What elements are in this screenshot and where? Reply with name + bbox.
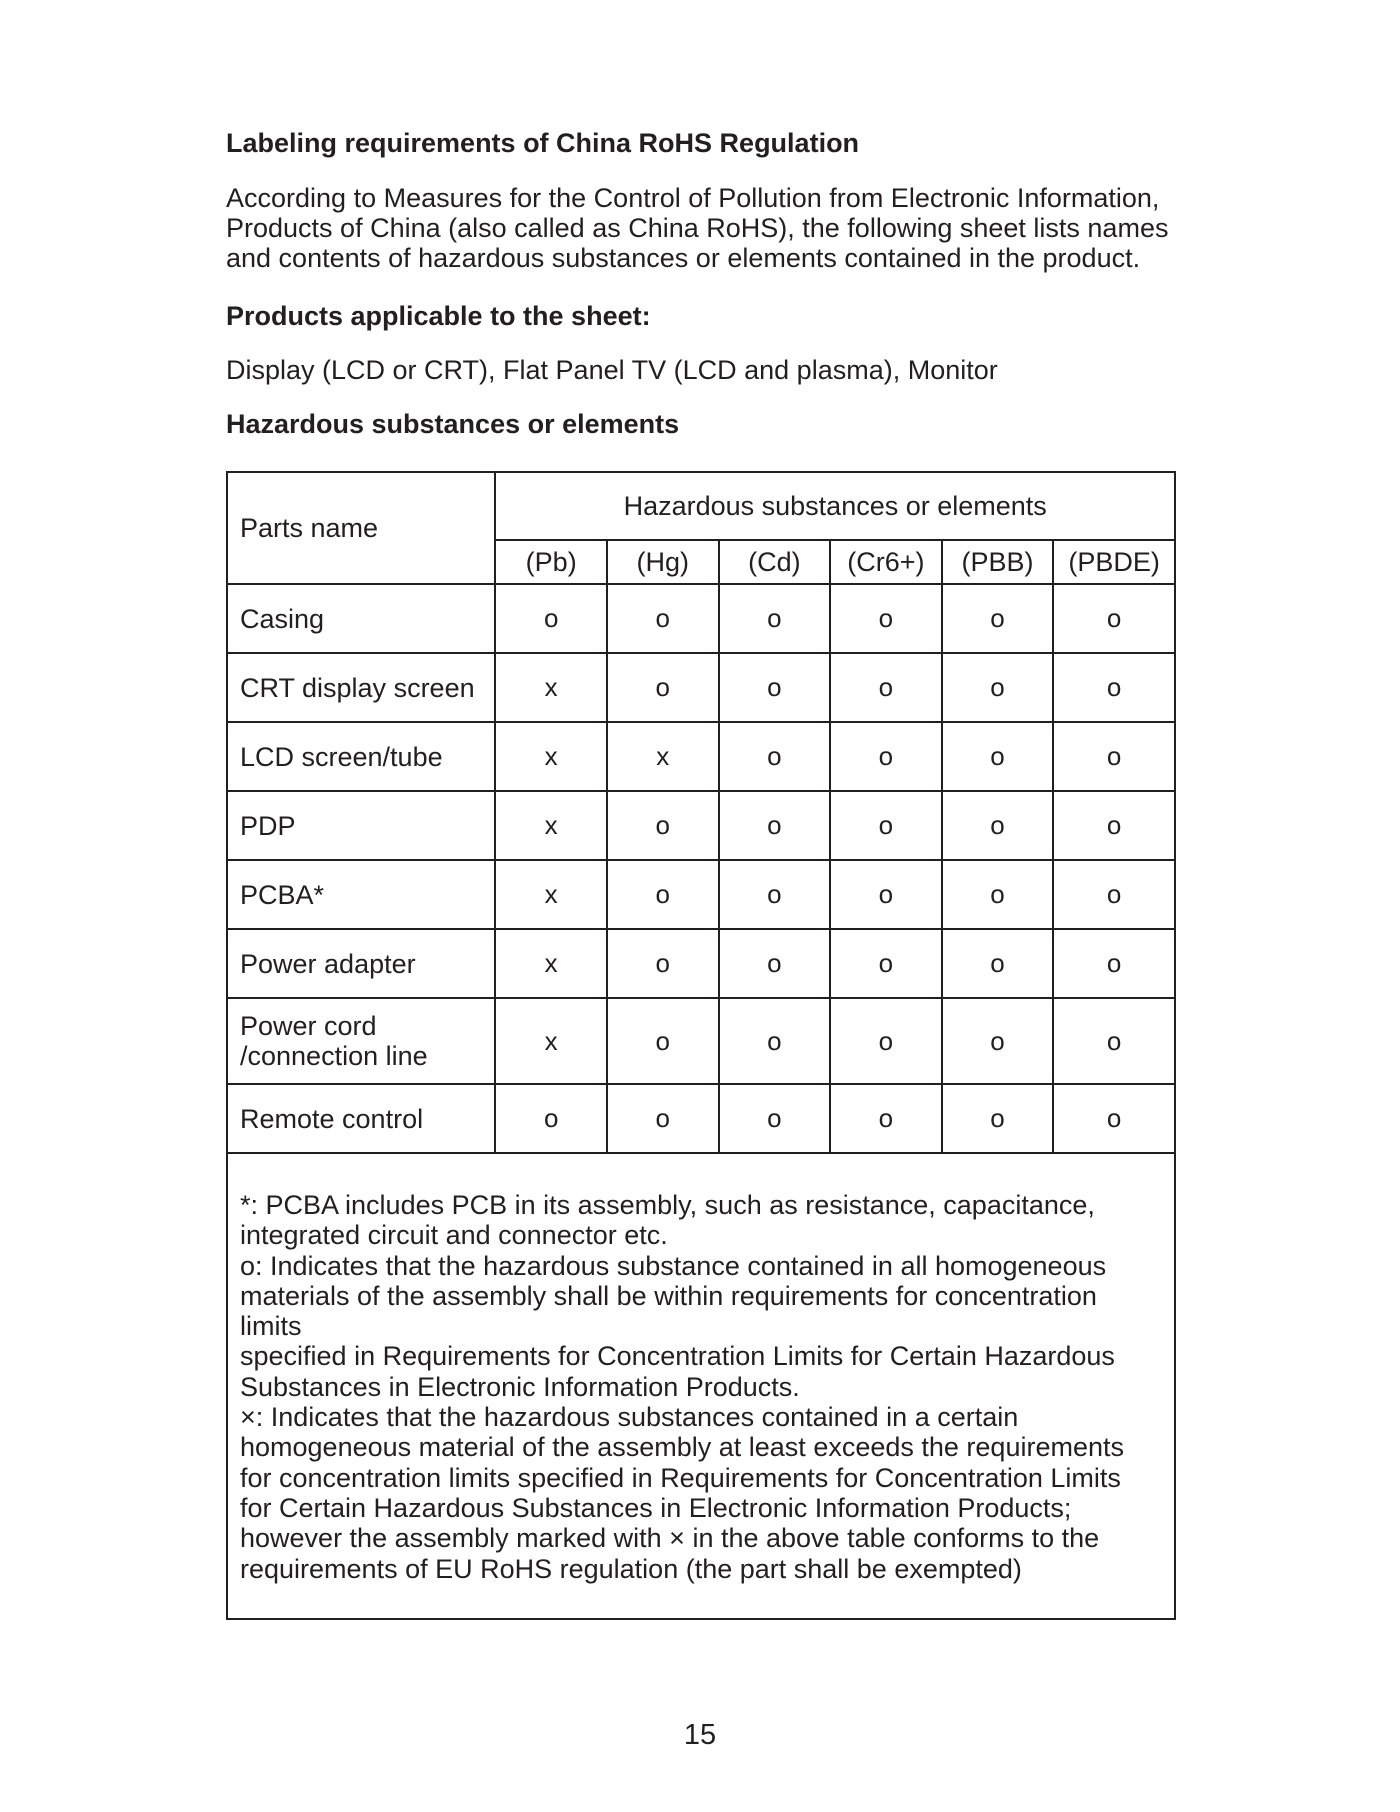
value-cell: o — [830, 1084, 942, 1153]
part-name-cell: CRT display screen — [227, 653, 495, 722]
table-row — [227, 860, 1175, 929]
part-name-line: /connection line — [240, 1041, 428, 1071]
table-row — [227, 653, 1175, 722]
column-header-hg: (Hg) — [607, 540, 719, 584]
note-line: o: Indicates that the hazardous substance contained in all homogeneous — [240, 1250, 1107, 1281]
part-name-cell: Casing — [227, 584, 495, 653]
value-cell: o — [495, 1084, 607, 1153]
value-cell: o — [830, 791, 942, 860]
column-header-pbde: (PBDE) — [1053, 540, 1175, 584]
note-line: requirements of EU RoHS regulation (the part shall be exempted) — [240, 1553, 1022, 1584]
value-cell: o — [1053, 791, 1175, 860]
value-cell: x — [495, 998, 607, 1084]
value-cell: x — [495, 929, 607, 998]
value-cell: o — [607, 1084, 719, 1153]
value-cell: o — [607, 584, 719, 653]
value-cell: o — [719, 791, 831, 860]
part-name-cell: Power adapter — [227, 929, 495, 998]
part-name-cell — [227, 998, 495, 1084]
value-cell: o — [719, 584, 831, 653]
value-cell: o — [607, 653, 719, 722]
table-row — [227, 1084, 1175, 1153]
page-number: 15 — [683, 1719, 717, 1751]
value-cell: o — [1053, 1084, 1175, 1153]
value-cell: x — [495, 860, 607, 929]
intro-paragraph: According to Measures for the Control of Pollution from Electronic Information, Products of China (also called as China RoHS), the following sheet lists names and contents of hazardous substances or elements contained in the product. — [226, 183, 1169, 273]
part-name-cell: PCBA* — [227, 860, 495, 929]
parts-name-header: Parts name — [227, 472, 495, 584]
products-heading: Products applicable to the sheet: — [226, 301, 651, 331]
part-name-cell: Remote control — [227, 1084, 495, 1153]
value-cell: o — [830, 998, 942, 1084]
value-cell: o — [607, 929, 719, 998]
value-cell: o — [1053, 653, 1175, 722]
table-notes — [227, 1153, 1175, 1619]
note-line: ×: Indicates that the hazardous substances contained in a certain — [240, 1402, 1019, 1433]
value-cell: x — [495, 791, 607, 860]
value-cell: o — [942, 791, 1054, 860]
note-line: for Certain Hazardous Substances in Electronic Information Products; — [240, 1492, 1072, 1523]
note-line: however the assembly marked with × in the above table conforms to the — [240, 1523, 1100, 1554]
note-line: homogeneous material of the assembly at least exceeds the requirements — [240, 1432, 1124, 1463]
value-cell: o — [830, 722, 942, 791]
value-cell: o — [719, 722, 831, 791]
value-cell: o — [942, 722, 1054, 791]
table-row — [227, 722, 1175, 791]
value-cell: o — [830, 929, 942, 998]
table-row — [227, 998, 1175, 1084]
value-cell: o — [719, 929, 831, 998]
hazardous-substances-table — [226, 471, 1176, 1620]
value-cell: o — [1053, 860, 1175, 929]
value-cell: o — [830, 860, 942, 929]
value-cell: o — [942, 653, 1054, 722]
note-line: specified in Requirements for Concentration Limits for Certain Hazardous — [240, 1341, 1115, 1372]
products-text: Display (LCD or CRT), Flat Panel TV (LCD and plasma), Monitor — [226, 355, 998, 385]
value-cell: o — [942, 998, 1054, 1084]
page-title: Labeling requirements of China RoHS Regulation — [226, 128, 860, 158]
value-cell: o — [719, 1084, 831, 1153]
page-content — [226, 126, 1176, 1620]
value-cell: o — [830, 584, 942, 653]
value-cell: o — [607, 998, 719, 1084]
value-cell: o — [607, 860, 719, 929]
value-cell: o — [719, 653, 831, 722]
value-cell: o — [1053, 929, 1175, 998]
note-line: for concentration limits specified in Requirements for Concentration Limits — [240, 1462, 1121, 1493]
part-name-cell: LCD screen/tube — [227, 722, 495, 791]
column-header-pbb: (PBB) — [942, 540, 1054, 584]
value-cell: x — [495, 653, 607, 722]
value-cell: o — [607, 791, 719, 860]
value-cell: o — [942, 1084, 1054, 1153]
column-header-cd: (Cd) — [719, 540, 831, 584]
value-cell: o — [1053, 584, 1175, 653]
table-row — [227, 791, 1175, 860]
note-line: Substances in Electronic Information Products. — [240, 1371, 800, 1402]
value-cell: o — [942, 584, 1054, 653]
part-name-cell: PDP — [227, 791, 495, 860]
note-line: limits — [240, 1311, 302, 1342]
value-cell: o — [942, 860, 1054, 929]
column-header-pb: (Pb) — [495, 540, 607, 584]
note-line: integrated circuit and connector etc. — [240, 1220, 668, 1251]
value-cell: x — [495, 722, 607, 791]
value-cell: o — [830, 653, 942, 722]
value-cell: o — [719, 860, 831, 929]
value-cell: o — [719, 998, 831, 1084]
value-cell: o — [942, 929, 1054, 998]
value-cell: x — [607, 722, 719, 791]
substances-heading: Hazardous substances or elements — [226, 409, 680, 439]
substances-group-header: Hazardous substances or elements — [495, 472, 1175, 540]
part-name-line: Power cord — [240, 1011, 377, 1041]
value-cell: o — [1053, 998, 1175, 1084]
note-line: materials of the assembly shall be within requirements for concentration — [240, 1280, 1097, 1311]
note-line: *: PCBA includes PCB in its assembly, such as resistance, capacitance, — [240, 1190, 1095, 1220]
value-cell: o — [1053, 722, 1175, 791]
value-cell: o — [495, 584, 607, 653]
table-row — [227, 929, 1175, 998]
column-header-cr6: (Cr6+) — [830, 540, 942, 584]
table-row — [227, 584, 1175, 653]
